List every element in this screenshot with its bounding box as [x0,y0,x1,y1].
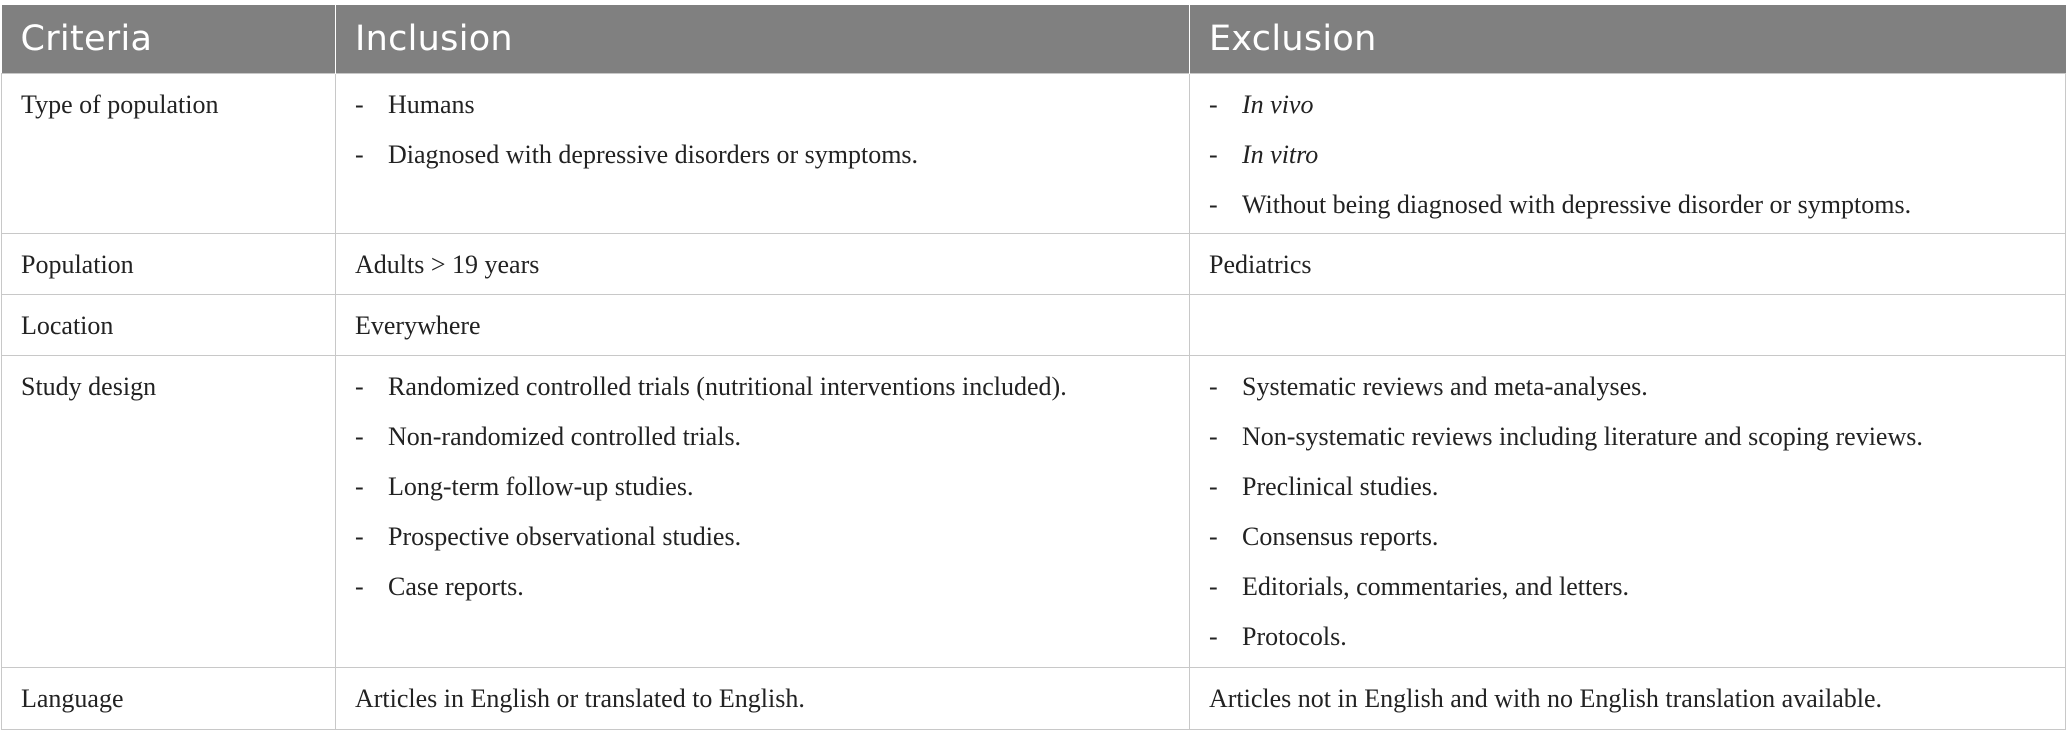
header-row [2,5,2066,73]
header-criteria: Criteria [2,5,336,73]
exclusion-list [1209,90,2046,220]
inclusion-cell [336,73,1190,233]
dash-marker: - [355,571,364,601]
exclusion-cell [1190,355,2066,667]
inclusion-cell: Articles in English or translated to English. [336,667,1190,729]
dash-marker: - [1209,421,1218,451]
exclusion-list [1209,372,2046,652]
list-item [355,472,1170,502]
table-row-study-design [2,355,2066,667]
list-item-text: Prospective observational studies. [388,521,742,551]
dash-marker: - [1209,571,1218,601]
list-item [1209,422,2046,452]
inclusion-cell: Everywhere [336,294,1190,355]
dash-marker: - [355,89,364,119]
list-item-text: Humans [388,89,475,119]
inclusion-list [355,372,1170,602]
list-item [355,422,1170,452]
list-item-text: In vivo [1242,89,1314,119]
exclusion-cell: Pediatrics [1190,233,2066,294]
list-item [1209,190,2046,220]
list-item [1209,522,2046,552]
list-item [355,572,1170,602]
list-item-text: Systematic reviews and meta-analyses. [1242,371,1648,401]
criteria-cell: Language [2,667,336,729]
header-inclusion: Inclusion [336,5,1190,73]
table-row-language [2,667,2066,729]
dash-marker: - [1209,471,1218,501]
list-item [355,140,1170,170]
criteria-cell: Study design [2,355,336,667]
list-item-text: Preclinical studies. [1242,471,1439,501]
table-row-location [2,294,2066,355]
list-item [1209,140,2046,170]
exclusion-cell [1190,73,2066,233]
list-item-text: Protocols. [1242,621,1347,651]
list-item [355,90,1170,120]
table-row-population [2,233,2066,294]
list-item-text: Non-systematic reviews including literature and scoping reviews. [1242,421,1923,451]
dash-marker: - [1209,371,1218,401]
dash-marker: - [1209,521,1218,551]
exclusion-cell: Articles not in English and with no English translation available. [1190,667,2066,729]
dash-marker: - [1209,89,1218,119]
inclusion-cell: Adults > 19 years [336,233,1190,294]
criteria-cell: Population [2,233,336,294]
list-item-text: Diagnosed with depressive disorders or symptoms. [388,139,919,169]
criteria-cell: Type of population [2,73,336,233]
list-item [1209,572,2046,602]
list-item-text: In vitro [1242,139,1319,169]
list-item-text: Non-randomized controlled trials. [388,421,742,451]
list-item-text: Randomized controlled trials (nutritional interventions included). [388,371,1067,401]
list-item-text: Long-term follow-up studies. [388,471,694,501]
dash-marker: - [355,421,364,451]
list-item [355,522,1170,552]
exclusion-cell [1190,294,2066,355]
dash-marker: - [1209,621,1218,651]
table-row-type-of-population [2,73,2066,233]
list-item-text: Case reports. [388,571,524,601]
criteria-table [1,5,2066,730]
dash-marker: - [355,371,364,401]
dash-marker: - [355,521,364,551]
list-item-text: Without being diagnosed with depressive disorder or symptoms. [1242,189,1912,219]
list-item [355,372,1170,402]
inclusion-cell [336,355,1190,667]
table-body [2,73,2066,729]
dash-marker: - [1209,139,1218,169]
inclusion-list [355,90,1170,170]
criteria-cell: Location [2,294,336,355]
list-item [1209,372,2046,402]
dash-marker: - [1209,189,1218,219]
table-header [2,5,2066,73]
list-item-text: Consensus reports. [1242,521,1439,551]
list-item [1209,90,2046,120]
list-item-text: Editorials, commentaries, and letters. [1242,571,1629,601]
header-exclusion: Exclusion [1190,5,2066,73]
list-item [1209,472,2046,502]
list-item [1209,622,2046,652]
dash-marker: - [355,139,364,169]
dash-marker: - [355,471,364,501]
